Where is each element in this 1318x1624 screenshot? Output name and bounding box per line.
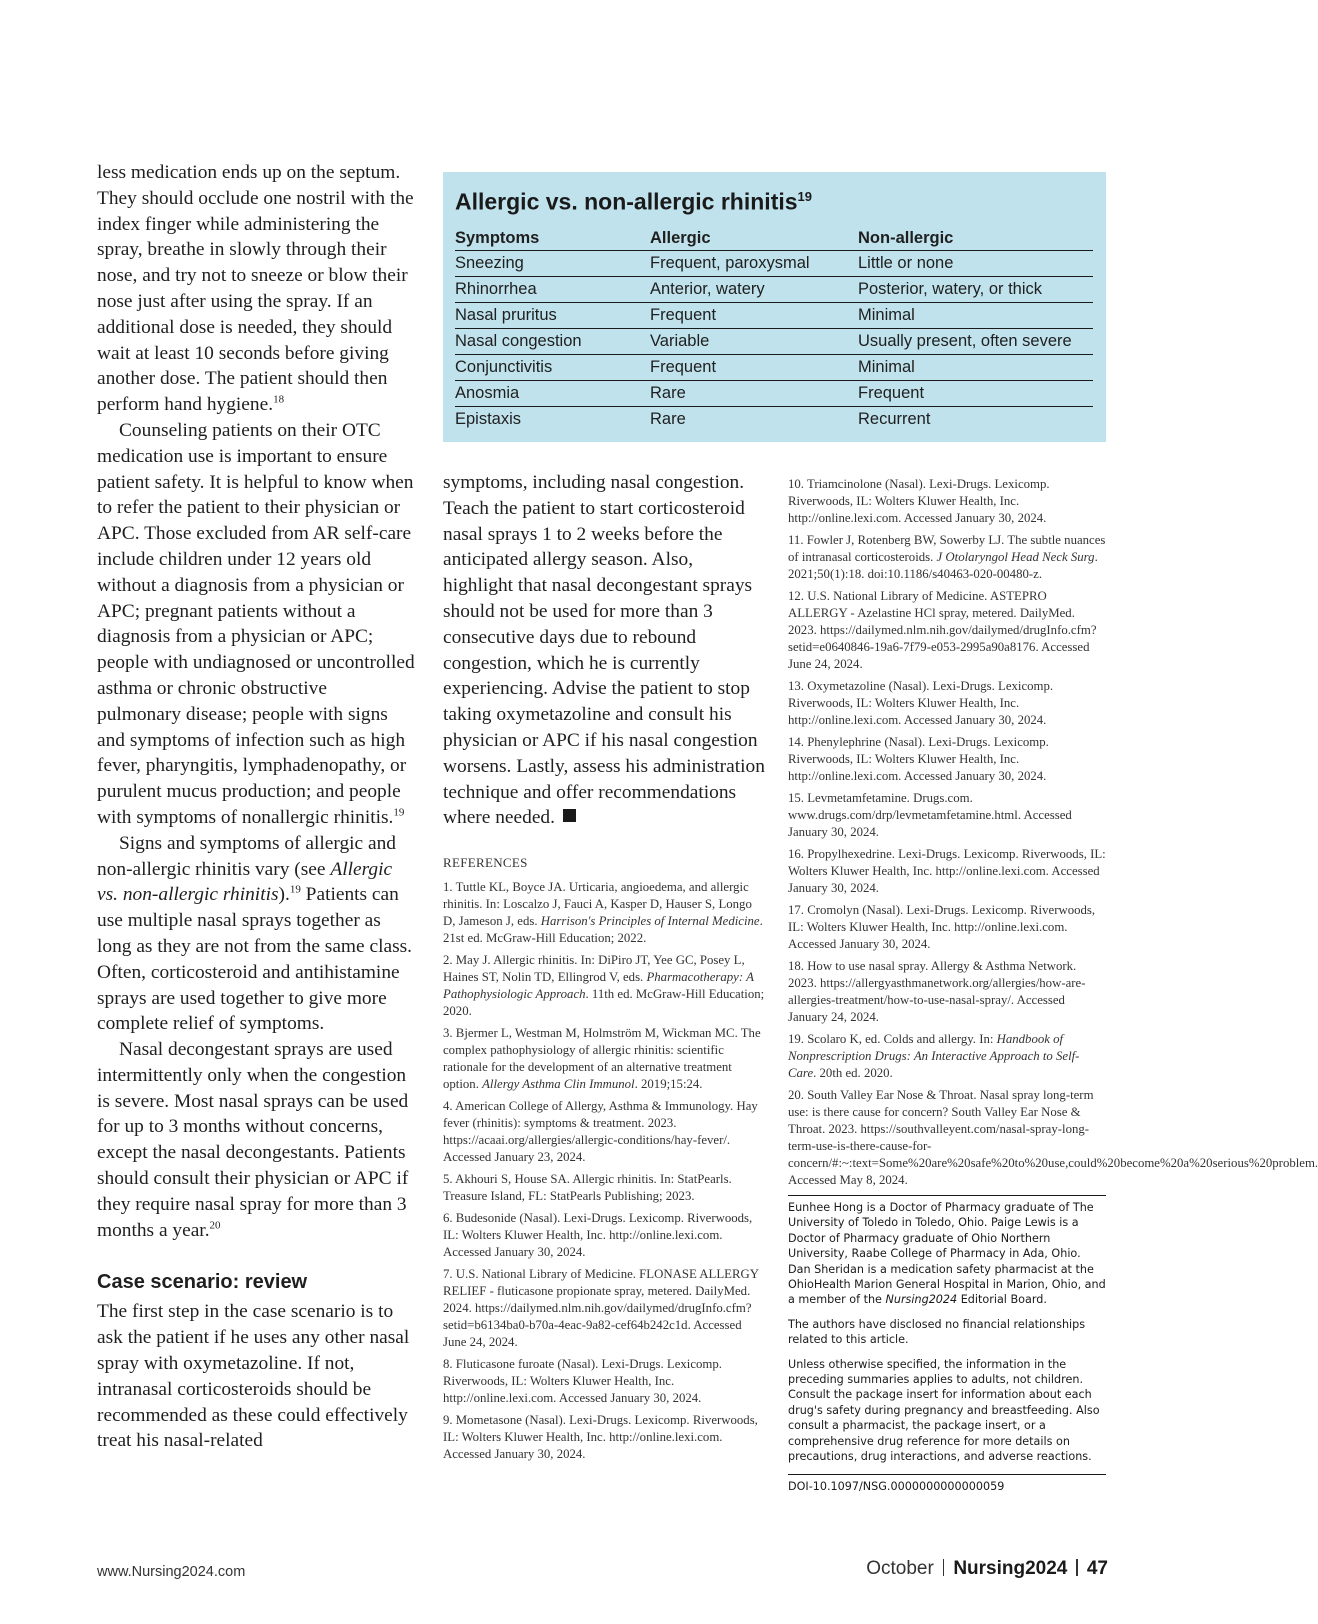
right-column (788, 476, 1318, 1493)
footer-separator (1076, 1559, 1078, 1576)
rhinitis-comparison-table-box (443, 172, 1106, 442)
body-paragraph (443, 470, 765, 831)
table-cell: Nasal congestion (455, 328, 650, 354)
case-scenario-heading: Case scenario: review (97, 1271, 308, 1294)
reference-text: 9. Mometasone (Nasal). Lexi-Drugs. Lexicomp. Riverwoods, IL: Wolters Kluwer Health, Inc. http://online.lexi.com. Accessed January 30, 2024. (443, 1413, 758, 1462)
reference-text: 18. How to use nasal spray. Allergy & Asthma Network. 2023. https://allergyasthmanetwork.org/allergies/how-are-allergies-treatment/how-to-use-nasal-spray/. Accessed January 24, 2024. (788, 959, 1086, 1024)
body-paragraph (97, 1037, 415, 1243)
references-list (443, 879, 765, 1463)
reference-title-italic: Handbook of Nonprescription Drugs: An Interactive Approach to Self-Care (788, 1032, 1080, 1080)
footer-website: www.Nursing2024.com (97, 1564, 246, 1580)
reference-item (788, 790, 1106, 841)
reference-item (443, 1025, 765, 1093)
footer-month: October (866, 1558, 934, 1579)
table-cell: Little or none (858, 250, 1093, 276)
table-cell: Anterior, watery (650, 276, 858, 302)
table-cell: Minimal (858, 354, 1093, 380)
end-of-article-square-icon (563, 809, 576, 822)
paragraph-text: Nasal decongestant sprays are used intermittently only when the congestion is severe. Most nasal sprays can be used for up to 3 months without concerns, except the nasal decongestants. Patients should consult their physician or APC if they require nasal spray for more than 3 months a year. (97, 1039, 409, 1241)
bio-paragraph (788, 1200, 1106, 1308)
reference-text: 14. Phenylephrine (Nasal). Lexi-Drugs. Lexicomp. Riverwoods, IL: Wolters Kluwer Health, Inc. http://online.lexi.com. Accessed January 30, 2024. (788, 735, 1049, 783)
paragraph-text: less medication ends up on the septum. They should occlude one nostril with the index finger while administering the spray, breathe in slowly through their nose, and try not to sneeze or blow their nose just after using the spray. If an additional dose is needed, they should wait at least 10 seconds before giving another dose. The patient should then perform hand hygiene. (97, 162, 414, 416)
reference-title-italic: J Otolaryngol Head Neck Surg (936, 550, 1095, 564)
reference-text: . 20th ed. 2020. (813, 1066, 893, 1080)
reference-text: . 11th ed. McGraw-Hill Education; 2020. (443, 987, 765, 1019)
table-cell: Variable (650, 328, 858, 354)
table-cell: Conjunctivitis (455, 354, 650, 380)
reference-item (443, 879, 765, 947)
table-cell: Frequent (650, 302, 858, 328)
paragraph-text: symptoms, including nasal congestion. Teach the patient to start corticosteroid nasal sprays 1 to 2 weeks before the anticipated allergy season. Also, highlight that nasal decongestant sprays should not be used for more than 3 consecutive days due to rebound congestion, which he is currently experiencing. Advise the patient to stop taking oxymetazoline and consult his physician or APC if his nasal congestion worsens. Lastly, assess his administration technique and offer recommendations where needed. (443, 472, 765, 829)
paragraph-text: Counseling patients on their OTC medication use is important to ensure patient safety. It is helpful to know when to refer the patient to their physician or APC. Those excluded from AR self-care include children under 12 years old without a diagnosis from a physician or APC; pregnant patients without a diagnosis from a physician or APC; people with undiagnosed or uncontrolled asthma or chronic obstructive pulmonary disease; people with signs and symptoms of infection such as high fever, pharyngitis, lymphadenopathy, or purulent mucus production; and people with symptoms of nonallergic rhinitis. (97, 419, 415, 828)
table-header-row (455, 229, 1093, 251)
citation-ref: 19 (289, 883, 301, 896)
table-title (455, 182, 1094, 217)
reference-text: 16. Propylhexedrine. Lexi-Drugs. Lexicomp. Riverwoods, IL: Wolters Kluwer Health, Inc. http://online.lexi.com. Accessed January 30, 2024. (788, 847, 1106, 895)
reference-text: 17. Cromolyn (Nasal). Lexi-Drugs. Lexicomp. Riverwoods, IL: Wolters Kluwer Health, Inc. http://online.lexi.com. Accessed January 30, 2024. (788, 903, 1096, 951)
reference-title-italic: Allergy Asthma Clin Immunol (482, 1077, 635, 1092)
footer-separator (943, 1559, 945, 1576)
table-row (455, 302, 1093, 328)
paragraph-text: ). (278, 884, 290, 906)
bio-text: Editorial Board. (957, 1293, 1047, 1307)
reference-item (788, 588, 1106, 673)
reference-text: 12. U.S. National Library of Medicine. ASTEPRO ALLERGY - Azelastine HCl spray, metered. DailyMed. 2023. https://dailymed.nlm.nih.gov/dailymed/drugInfo.cfm?setid=e0640846-19a6-7f79-e053-2995a90a8176. Accessed June 24, 2024. (788, 589, 1097, 671)
reference-item (443, 1210, 765, 1261)
reference-item (443, 1356, 765, 1407)
reference-item (788, 846, 1106, 897)
citation-ref: 20 (209, 1219, 221, 1232)
page-number: 47 (1086, 1558, 1108, 1579)
reference-text: 5. Akhouri S, House SA. Allergic rhinitis. In: StatPearls. Treasure Island, FL: StatPearls Publishing; 2023. (443, 1172, 732, 1204)
table-cell: Recurrent (858, 409, 931, 428)
reference-item (788, 1087, 1318, 1189)
table-cell: Frequent (858, 380, 1093, 406)
doi-line: DOI-10.1097/NSG.0000000000000059 (788, 1474, 1106, 1493)
table-cell: Posterior, watery, or thick (858, 276, 1093, 302)
paragraph-text: Signs and symptoms of allergic and non-allergic rhinitis vary (see (97, 832, 397, 880)
reference-text: . 2021;50(1):18. doi:10.1186/s40463-020-00480-z. (788, 550, 1098, 581)
reference-title-italic: Pharmacotherapy: A Pathophysiologic Approach (443, 970, 754, 1002)
table-cell: Rhinorrhea (455, 276, 650, 302)
reference-item (443, 1412, 765, 1463)
table-row (455, 354, 1093, 380)
body-paragraph (97, 160, 415, 418)
comparison-table (455, 229, 1093, 432)
table-cell: Epistaxis (455, 409, 522, 428)
reference-text: 1. Tuttle KL, Boyce JA. Urticaria, angioedema, and allergic rhinitis. In: Loscalzo J, Fauci A, Kasper D, Hauser S, Longo D, Jameson J, eds. (443, 880, 752, 929)
journal-name-italic: Nursing2024 (885, 1293, 958, 1307)
citation-ref: 19 (797, 189, 812, 204)
footer-page-info (866, 1558, 1108, 1580)
disclosure-paragraph: The authors have disclosed no financial relationships related to this article. (788, 1317, 1086, 1347)
reference-item (788, 1031, 1106, 1082)
reference-text: 8. Fluticasone furoate (Nasal). Lexi-Drugs. Lexicomp. Riverwoods, IL: Wolters Kluwer Health, Inc. http://online.lexi.com. Accessed January 30, 2024. (443, 1357, 722, 1406)
body-paragraph (97, 831, 415, 1037)
column-header-non-allergic: Non-allergic (858, 229, 1093, 251)
table-cell: Rare (650, 409, 686, 428)
reference-text: 3. Bjermer L, Westman M, Holmström M, Wickman MC. The complex pathophysiology of allergic rhinitis: scientific rationale for the development of an alternative treatment option. (443, 1026, 761, 1092)
table-cell: Sneezing (455, 250, 650, 276)
references-list-continued (788, 476, 1318, 1189)
reference-item (443, 952, 765, 1020)
table-cell: Nasal pruritus (455, 302, 650, 328)
reference-item (788, 476, 1106, 527)
reference-title-italic: Harrison's Principles of Internal Medicine (540, 914, 760, 929)
disclaimer-paragraph: Unless otherwise specified, the information in the preceding summaries applies to adults, not children. Consult the package insert for information about each drug's safety during pregnancy and breastfeeding. Also consult a pharmacist, the package insert, or a comprehensive drug reference for more details on precautions, drug interactions, and adverse reactions. (788, 1357, 1100, 1464)
reference-text: 10. Triamcinolone (Nasal). Lexi-Drugs. Lexicomp. Riverwoods, IL: Wolters Kluwer Health, Inc. http://online.lexi.com. Accessed January 30, 2024. (788, 477, 1050, 525)
column-header-symptoms: Symptoms (455, 229, 650, 251)
footer-brand: Nursing2024 (953, 1558, 1068, 1579)
reference-text: 4. American College of Allergy, Asthma & Immunology. Hay fever (rhinitis): symptoms & treatment. 2023. https://acaai.org/allergies/allergic-conditions/hay-fever/. Accessed January 23, 2024. (443, 1099, 758, 1165)
reference-text: 11. Fowler J, Rotenberg BW, Sowerby LJ. The subtle nuances of intranasal corticosteroids. (788, 533, 1106, 564)
reference-text: . 2019;15:24. (634, 1077, 703, 1092)
reference-text: 7. U.S. National Library of Medicine. FLONASE ALLERGY RELIEF - fluticasone propionate spray, metered. DailyMed. 2024. https://dailymed.nlm.nih.gov/dailymed/drugInfo.cfm?setid=b6134ba0-b70a-4eac-9a82-cef64b242c1d. Accessed June 24, 2024. (443, 1267, 759, 1350)
reference-text: 15. Levmetamfetamine. Drugs.com. www.drugs.com/drp/levmetamfetamine.html. Accessed January 30, 2024. (788, 791, 1072, 839)
reference-item (443, 1098, 765, 1166)
table-row (455, 250, 1093, 276)
reference-item (788, 902, 1106, 953)
body-paragraph: The first step in the case scenario is to ask the patient if he uses any other nasal spray with oxymetazoline. If not, intranasal corticosteroids should be recommended as these could effectively treat his nasal-related (97, 1301, 410, 1452)
reference-item (788, 678, 1106, 729)
reference-text: 2. May J. Allergic rhinitis. In: DiPiro JT, Yee GC, Posey L, Haines ST, Nolin TD, Ellingrod V, eds. (443, 953, 745, 985)
reference-text: . 21st ed. McGraw-Hill Education; 2022. (443, 914, 763, 946)
reference-text: 20. South Valley Ear Nose & Throat. Nasal spray long-term use: is there cause for concern? South Valley Ear Nose & Throat. 2023. https://southvalleyent.com/nasal-spray-long-term-use-is-there-cause-for-concern/#:~:text=Some%20are%20safe%20to%20use,could%20become%20a%20serious%20problem. Accessed May 8, 2024. (788, 1088, 1318, 1187)
citation-ref: 18 (273, 393, 285, 406)
reference-item (443, 1266, 765, 1351)
paragraph-text: Patients can use multiple nasal sprays together as long as they are not from the same class. Often, corticosteroid and antihistamine sprays are used together to give more complete relief of symptoms. (97, 884, 413, 1035)
author-bio (788, 1195, 1106, 1465)
column-header-allergic: Allergic (650, 229, 858, 251)
citation-ref: 19 (393, 806, 405, 819)
table-cell: Rare (650, 380, 858, 406)
reference-item (788, 532, 1106, 583)
table-row (455, 406, 1093, 432)
reference-text: 13. Oxymetazoline (Nasal). Lexi-Drugs. Lexicomp. Riverwoods, IL: Wolters Kluwer Health, Inc. http://online.lexi.com. Accessed January 30, 2024. (788, 679, 1054, 727)
table-cell: Frequent, paroxysmal (650, 250, 858, 276)
table-reference-italic: Allergic vs. non-allergic rhinitis (97, 858, 393, 906)
references-heading: REFERENCES (443, 855, 528, 871)
table-title-text: Allergic vs. non-allergic rhinitis (455, 188, 798, 215)
reference-item (788, 734, 1106, 785)
middle-column (443, 470, 765, 1468)
bio-text: Eunhee Hong is a Doctor of Pharmacy graduate of The University of Toledo in Toledo, Ohio. Paige Lewis is a Doctor of Pharmacy graduate of Ohio Northern University, Raabe College of Pharmacy in Ada, Ohio. Dan Sheridan is a medication safety pharmacist at the OhioHealth Marion General Hospital in Marion, Ohio, and a member of the (788, 1201, 1106, 1307)
left-column (97, 160, 415, 1454)
reference-item (788, 958, 1106, 1026)
body-paragraph (97, 418, 415, 831)
table-cell: Frequent (650, 354, 858, 380)
table-cell: Anosmia (455, 380, 650, 406)
table-row (455, 328, 1093, 354)
reference-text: 6. Budesonide (Nasal). Lexi-Drugs. Lexicomp. Riverwoods, IL: Wolters Kluwer Health, Inc. http://online.lexi.com. Accessed January 30, 2024. (443, 1211, 753, 1260)
reference-text: 19. Scolaro K, ed. Colds and allergy. In: (788, 1032, 997, 1046)
reference-item (443, 1171, 765, 1205)
table-cell: Minimal (858, 302, 1093, 328)
table-row (455, 276, 1093, 302)
table-cell: Usually present, often severe (858, 328, 1093, 354)
table-row (455, 380, 1093, 406)
